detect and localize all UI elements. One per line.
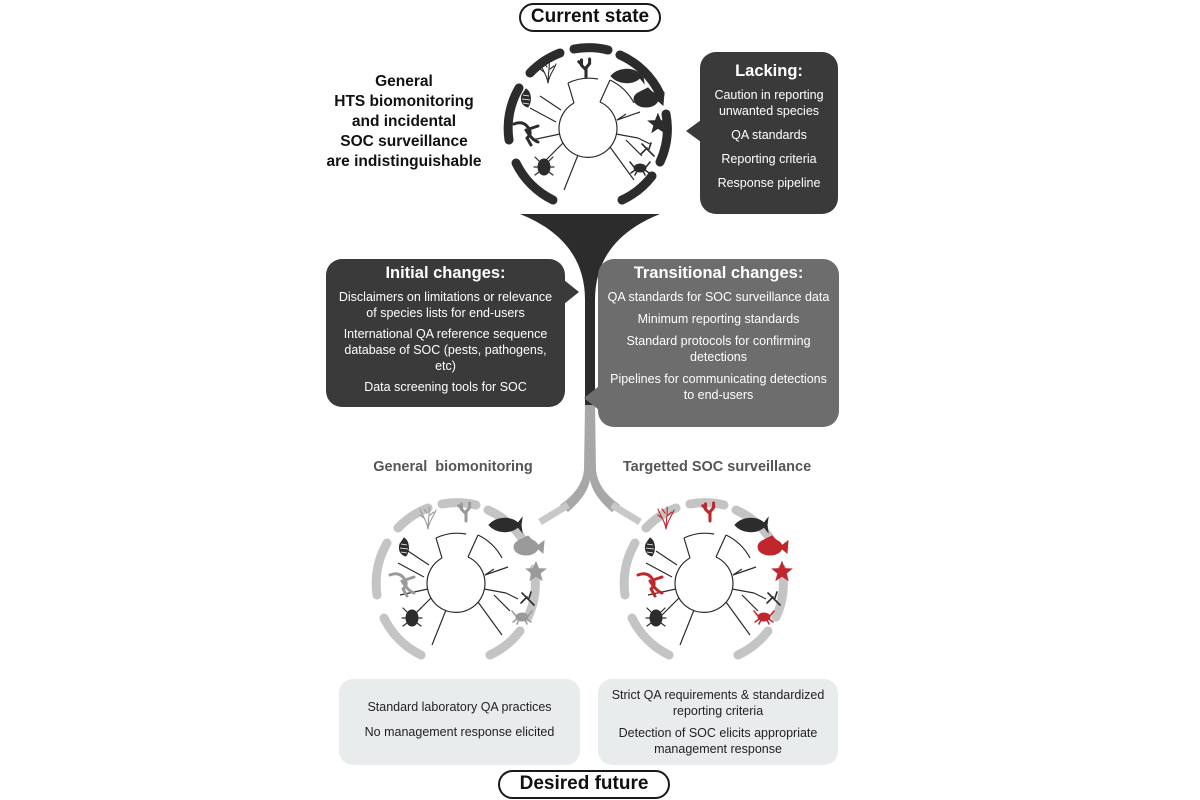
desired-future-label: Desired future xyxy=(498,770,670,799)
lacking-item: QA standards xyxy=(731,128,807,142)
initial-changes-box xyxy=(326,259,565,407)
transitional-changes-item: QA standards for SOC surveillance data xyxy=(607,290,830,304)
general-outcome-item: Standard laboratory QA practices xyxy=(367,700,552,714)
statement-line: General xyxy=(375,73,433,90)
initial-changes-item: Disclaimers on limitations or relevance of species lists for end-users xyxy=(338,290,553,320)
jellyfish-icon xyxy=(514,123,538,145)
initial-changes-title: Initial changes: xyxy=(385,264,506,282)
general-outcome-item: No management response elicited xyxy=(364,725,555,739)
jellyfish-icon xyxy=(638,574,662,596)
general-outcome-box xyxy=(339,679,580,765)
shell-icon xyxy=(645,538,654,556)
jellyfish-icon xyxy=(390,574,414,596)
transitional-changes-item: Minimum reporting standards xyxy=(637,312,800,326)
coral-icon xyxy=(579,59,590,77)
targeted-surveillance-label: Targetted SOC surveillance xyxy=(622,459,812,475)
targeted-outcome-item: Detection of SOC elicits appropriate management response xyxy=(618,726,818,756)
targeted-outcome-item: Strict QA requirements & standardized reporting criteria xyxy=(611,688,825,718)
current-state-label: Current state xyxy=(519,3,661,32)
lacking-item: Reporting criteria xyxy=(721,152,817,166)
transitional-changes-item: Pipelines for communicating detections to end-users xyxy=(610,372,827,402)
lacking-item: Response pipeline xyxy=(717,176,821,190)
initial-changes-item: International QA reference sequence database of SOC (pests, pathogens, etc) xyxy=(343,327,548,373)
general-biomonitoring-label: General biomonitoring xyxy=(373,459,533,475)
transitional-changes-item: Standard protocols for confirming detections xyxy=(626,334,811,364)
initial-changes-item: Data screening tools for SOC xyxy=(364,380,527,394)
insect-icon xyxy=(641,143,654,156)
general-biomonitoring-tree xyxy=(376,503,545,655)
crab-icon xyxy=(754,611,774,624)
transitional-changes-title: Transitional changes: xyxy=(633,264,804,282)
beetle-icon xyxy=(534,157,554,175)
statement-line: HTS biomonitoring xyxy=(334,93,474,110)
statement-line: and incidental xyxy=(351,113,457,130)
beetle-icon xyxy=(646,608,666,626)
lacking-box xyxy=(700,52,838,214)
crab-icon xyxy=(630,162,650,175)
initial-pointer xyxy=(564,280,579,304)
lacking-pointer xyxy=(686,120,701,142)
lacking-title: Lacking: xyxy=(735,62,803,80)
shell-icon xyxy=(521,89,530,107)
connector-right-branch xyxy=(612,505,640,522)
current-state-tree xyxy=(508,48,667,200)
grouper-icon xyxy=(758,536,788,555)
connector-left-branch xyxy=(540,505,568,522)
lacking-item: Caution in reporting unwanted species xyxy=(714,88,824,118)
beetle-icon xyxy=(402,608,422,626)
shell-icon xyxy=(399,538,408,556)
targeted-outcome-box xyxy=(598,679,838,765)
targeted-surveillance-tree xyxy=(624,503,791,655)
statement-line: are indistinguishable xyxy=(326,153,482,170)
statement-line: SOC surveillance xyxy=(340,133,468,150)
transitional-changes-box xyxy=(598,259,839,427)
current-state-statement xyxy=(316,72,492,172)
